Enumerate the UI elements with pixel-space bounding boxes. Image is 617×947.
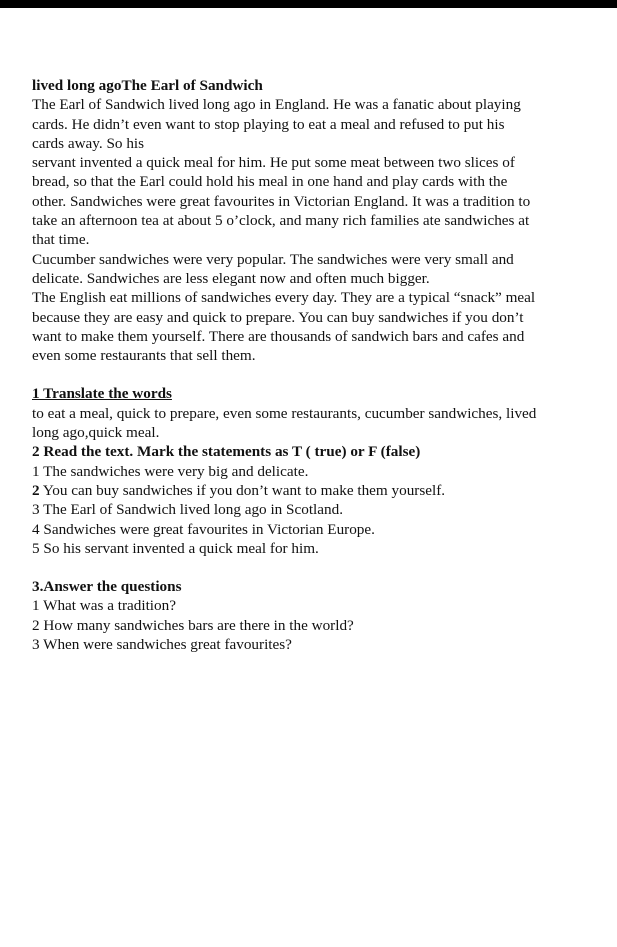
top-black-bar [0,0,617,8]
question-item: 2 How many sandwiches bars are there in the world? [32,616,354,634]
statement-item [32,462,602,481]
statement-number: 4 [32,520,40,538]
statement-number: 5 [32,539,40,557]
statement-number: 3 [32,501,40,519]
worksheet-document [32,76,602,654]
text-line: Cucumber sandwiches were very popular. The sandwiches were very small and [32,250,514,268]
statement-number: 1 [32,462,40,480]
statement-text: The Earl of Sandwich lived long ago in Scotland. [39,501,344,519]
text-line: other. Sandwiches were great favourites in Victorian England. It was a tradition to [32,192,531,210]
statement-number: 2 [32,481,40,499]
text-line: even some restaurants that sell them. [32,347,256,365]
text-line: cards away. So his [32,134,145,152]
statement-item [32,539,602,558]
statement-item [32,500,602,519]
section-translate [32,384,602,442]
question-item: 1 What was a tradition? [32,597,176,615]
section-heading-translate: 1 Translate the words [32,385,172,403]
reading-text [32,95,602,365]
text-line: bread, so that the Earl could hold his meal in one hand and play cards with the [32,173,508,191]
text-line: servant invented a quick meal for him. He put some meat between two slices of [32,154,515,172]
section-heading-questions: 3.Answer the questions [32,578,182,596]
section-heading-true-false: 2 Read the text. Mark the statements as T ( true) or F (false) [32,443,421,461]
question-item: 3 When were sandwiches great favourites? [32,636,292,654]
statement-text: You can buy sandwiches if you don’t want to make them yourself. [39,481,446,499]
text-line: The Earl of Sandwich lived long ago in England. He was a fanatic about playing [32,96,521,114]
text-line: take an afternoon tea at about 5 o’clock, and many rich families ate sandwiches at [32,212,530,230]
statement-item [32,520,602,539]
text-line: delicate. Sandwiches are less elegant now and often much bigger. [32,269,430,287]
statement-item [32,481,602,500]
section-questions [32,577,602,654]
document-title: lived long agoThe Earl of Sandwich [32,77,263,94]
translate-words-line: to eat a meal, quick to prepare, even some restaurants, cucumber sandwiches, lived [32,404,537,422]
text-line: cards. He didn’t even want to stop playing to eat a meal and refused to put his [32,115,505,133]
translate-words-line: long ago,quick meal. [32,424,160,442]
text-line: that time. [32,231,90,249]
statement-text: The sandwiches were very big and delicate. [39,462,309,480]
text-line: because they are easy and quick to prepare. You can buy sandwiches if you don’t [32,308,524,326]
text-line: The English eat millions of sandwiches every day. They are a typical “snack” meal [32,289,536,307]
section-true-false [32,442,602,558]
text-line: want to make them yourself. There are thousands of sandwich bars and cafes and [32,327,525,345]
statement-text: Sandwiches were great favourites in Victorian Europe. [39,520,375,538]
statement-text: So his servant invented a quick meal for him. [39,539,319,557]
